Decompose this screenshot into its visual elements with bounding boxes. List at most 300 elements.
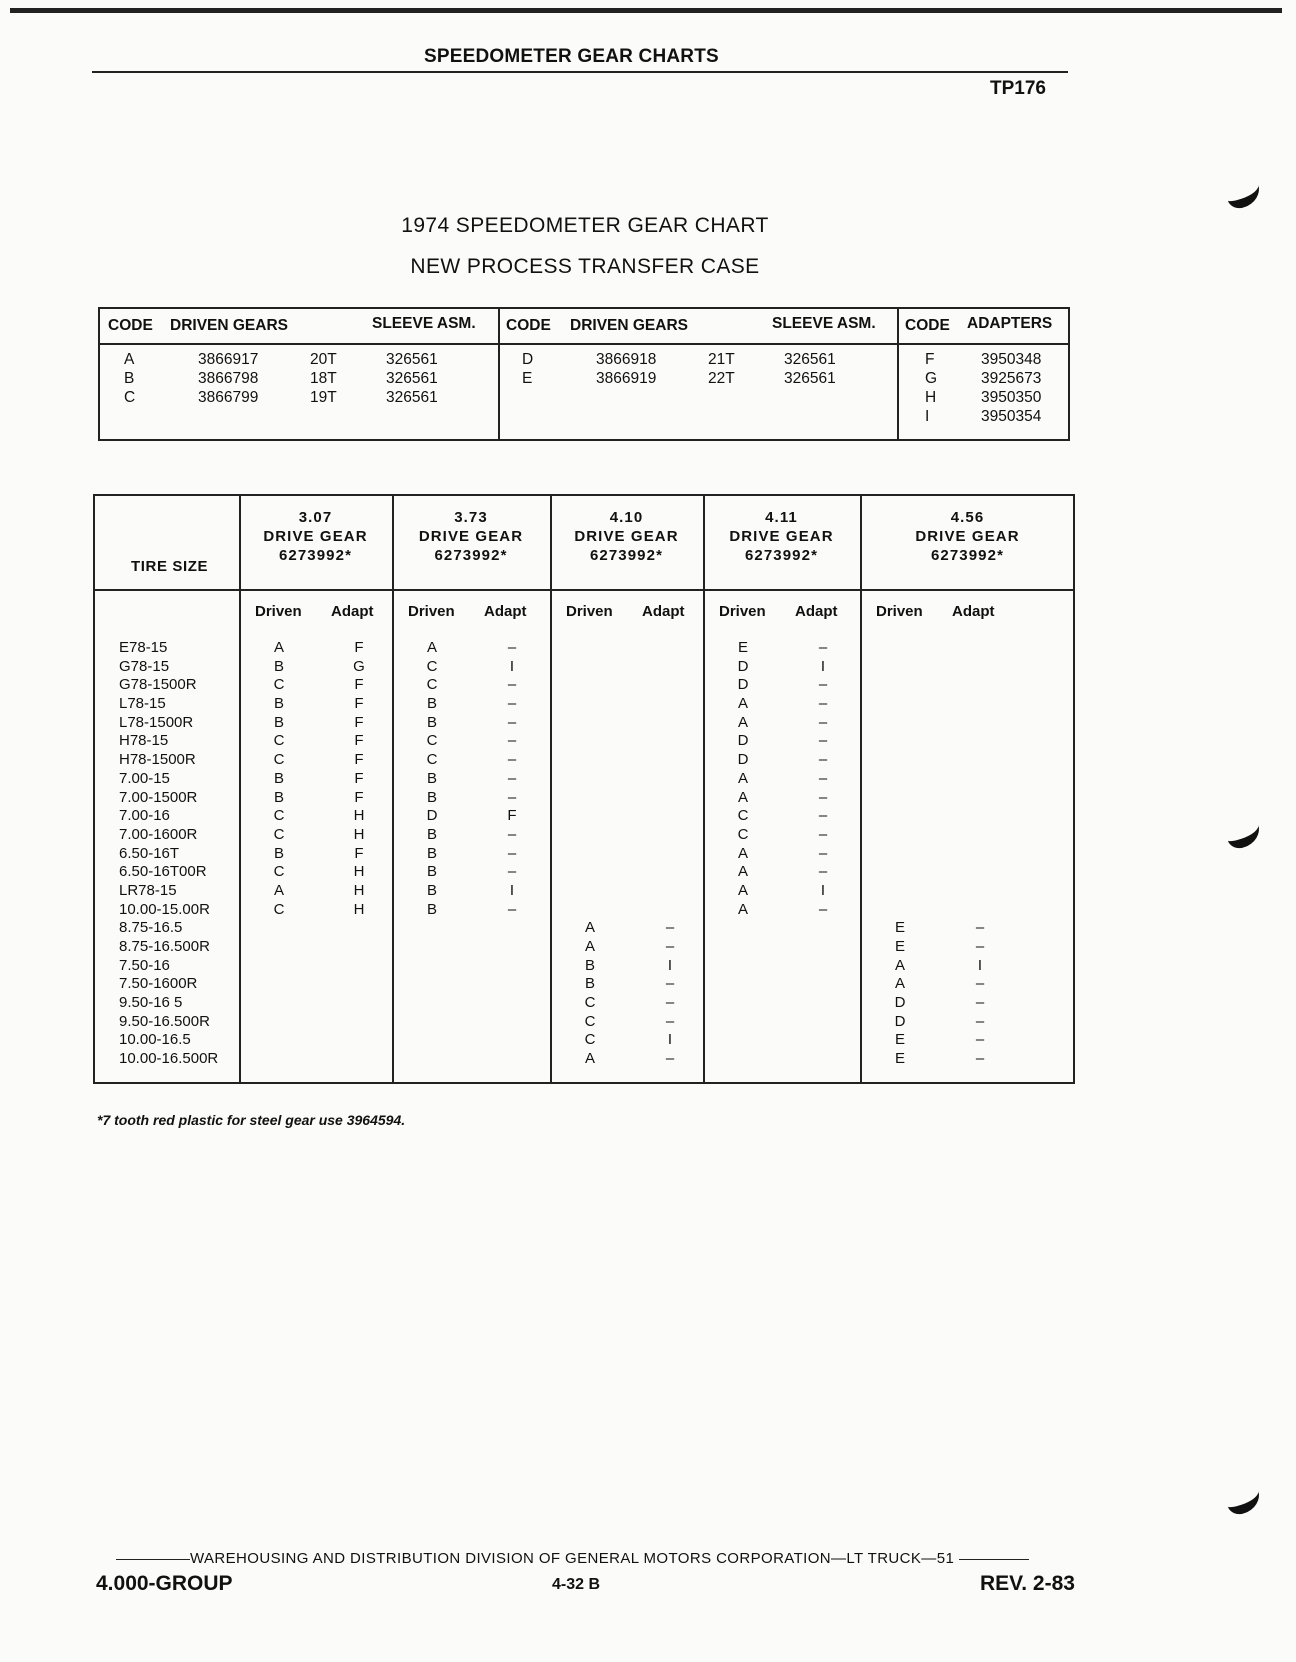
drive-gear-header xyxy=(703,508,860,565)
adapter-row xyxy=(897,389,1068,408)
adapt-column xyxy=(658,639,682,1069)
drive-gear-label: DRIVE GEAR xyxy=(574,528,679,545)
driven-cell: A xyxy=(737,900,748,918)
tire-size-item: LR78-15 xyxy=(119,881,177,899)
chart-subtitle: NEW PROCESS TRANSFER CASE xyxy=(410,255,760,278)
driven-cell: C xyxy=(584,1012,596,1030)
top-border xyxy=(10,8,1282,13)
footnote: *7 tooth red plastic for steel gear use 3964594. xyxy=(97,1112,406,1128)
gear-code: C xyxy=(124,389,136,406)
column-divider xyxy=(550,496,552,1082)
driven-cell: C xyxy=(273,732,285,750)
driven-cell xyxy=(578,732,602,751)
adapt-column xyxy=(968,639,992,1069)
adapt-subheader: Adapt xyxy=(952,603,995,620)
adapt-cell xyxy=(968,676,992,695)
driven-cell: D xyxy=(894,1012,906,1030)
driven-cell: D xyxy=(426,807,438,825)
driven-cell xyxy=(420,975,444,994)
driven-cell xyxy=(888,845,912,864)
adapt-cell xyxy=(658,770,682,789)
drive-gear-label: DRIVE GEAR xyxy=(418,528,524,545)
adapter-part-number: 3950350 xyxy=(981,389,1042,406)
tire-size-item: 10.00-15.00R xyxy=(119,900,210,918)
driven-cell xyxy=(731,938,755,957)
adapt-cell xyxy=(658,751,682,770)
driven-cell xyxy=(578,770,602,789)
adapt-cell: – xyxy=(818,844,828,862)
adapt-cell: I xyxy=(820,657,826,675)
driven-cell: B xyxy=(273,695,284,713)
driven-column xyxy=(731,639,755,1069)
adapt-cell xyxy=(658,882,682,901)
gear-code: B xyxy=(124,370,135,387)
driven-cell: C xyxy=(426,751,438,769)
driven-cell xyxy=(420,1013,444,1032)
driven-cell: A xyxy=(894,975,905,993)
adapt-cell xyxy=(811,919,835,938)
driven-cell: A xyxy=(584,1050,595,1068)
binder-hole-mark xyxy=(1222,813,1263,851)
drive-gear-label: DRIVE GEAR xyxy=(915,528,1020,545)
driven-cell: D xyxy=(894,994,906,1012)
adapt-cell xyxy=(968,639,992,658)
adapt-cell: F xyxy=(354,751,364,769)
driven-cell: B xyxy=(426,844,437,862)
adapt-cell xyxy=(968,751,992,770)
adapt-cell: – xyxy=(818,788,828,806)
adapt-subheader: Adapt xyxy=(331,603,374,620)
driven-gears-section-2 xyxy=(498,309,899,439)
adapt-cell: – xyxy=(818,769,828,787)
tire-size-list xyxy=(119,639,218,1069)
adapt-cell xyxy=(811,938,835,957)
adapter-part-number: 3925673 xyxy=(981,370,1042,387)
adapt-cell: – xyxy=(975,1050,985,1068)
driven-cell xyxy=(888,826,912,845)
adapt-cell: – xyxy=(818,807,828,825)
driven-cell: D xyxy=(737,751,749,769)
adapter-code: G xyxy=(925,370,938,387)
drive-gear-part: 6273992* xyxy=(744,547,819,564)
gear-codes-table xyxy=(98,307,1070,441)
sleeve-header: SLEEVE ASM. xyxy=(372,315,476,332)
driven-cell: C xyxy=(584,1031,596,1049)
binder-hole-mark xyxy=(1222,173,1263,211)
adapter-row xyxy=(897,370,1068,389)
drive-gear-header xyxy=(860,508,1075,565)
adapter-code: I xyxy=(925,408,930,425)
binder-hole-mark xyxy=(1222,1479,1263,1517)
adapt-column xyxy=(811,639,835,1069)
driven-cell xyxy=(267,919,291,938)
sleeve-header: SLEEVE ASM. xyxy=(772,315,876,332)
driven-column xyxy=(420,639,444,1069)
adapt-cell xyxy=(811,975,835,994)
driven-cell: B xyxy=(584,975,595,993)
adapt-cell: I xyxy=(509,881,515,899)
driven-cell: C xyxy=(273,863,285,881)
adapt-cell: – xyxy=(507,788,517,806)
gear-code: D xyxy=(522,351,534,368)
adapt-cell: – xyxy=(975,938,985,955)
driven-cell: C xyxy=(273,900,285,918)
driven-cell: C xyxy=(273,825,285,843)
page-header-code: TP176 xyxy=(990,78,1046,99)
adapt-cell xyxy=(500,1013,524,1032)
adapt-cell: H xyxy=(353,881,365,899)
adapt-cell xyxy=(968,845,992,864)
driven-cell xyxy=(888,770,912,789)
sleeve-part-number: 326561 xyxy=(386,389,438,406)
driven-cell xyxy=(888,863,912,882)
adapt-cell xyxy=(347,938,371,957)
driven-cell xyxy=(578,807,602,826)
adapt-cell xyxy=(500,994,524,1013)
adapt-cell xyxy=(811,1050,835,1069)
driven-cell: D xyxy=(737,732,749,750)
driven-cell xyxy=(578,658,602,677)
adapt-cell: F xyxy=(354,639,364,656)
adapt-subheader: Adapt xyxy=(642,603,685,620)
driven-cell: E xyxy=(737,639,748,656)
driven-cell xyxy=(888,882,912,901)
driven-cell: B xyxy=(426,713,437,731)
adapt-cell xyxy=(968,695,992,714)
tire-size-item: H78-15 xyxy=(119,732,169,750)
driven-cell: C xyxy=(273,807,285,825)
driven-cell xyxy=(731,975,755,994)
adapter-code: H xyxy=(925,389,937,406)
adapt-cell: H xyxy=(353,900,365,918)
adapt-cell: F xyxy=(354,844,364,862)
driven-cell xyxy=(731,919,755,938)
header-rule xyxy=(92,71,1068,73)
adapt-cell: I xyxy=(667,1031,673,1049)
drive-gear-part: 6273992* xyxy=(434,547,508,564)
driven-cell: B xyxy=(426,863,437,881)
adapt-cell xyxy=(658,863,682,882)
adapt-cell xyxy=(347,1013,371,1032)
driven-cell: D xyxy=(737,676,749,694)
adapt-cell xyxy=(500,1050,524,1069)
driven-cell xyxy=(420,938,444,957)
driven-cell: B xyxy=(273,844,284,862)
driven-cell: A xyxy=(273,639,284,656)
driven-cell: A xyxy=(737,863,748,881)
sleeve-part-number: 326561 xyxy=(386,351,438,368)
driven-cell: C xyxy=(426,732,438,750)
adapt-cell xyxy=(968,658,992,677)
tire-size-item: 8.75-16.500R xyxy=(119,938,210,955)
driven-cell: A xyxy=(894,956,905,974)
driven-cell: B xyxy=(426,881,437,899)
tire-size-table xyxy=(93,494,1075,1084)
adapt-cell: – xyxy=(818,676,828,694)
adapt-cell xyxy=(500,938,524,957)
gear-ratio: 4.56 xyxy=(950,509,985,526)
driven-cell: A xyxy=(584,919,595,937)
adapt-cell xyxy=(968,901,992,920)
adapt-cell: – xyxy=(975,975,985,993)
adapt-cell xyxy=(658,676,682,695)
driven-cell: D xyxy=(737,657,749,675)
adapter-code: F xyxy=(925,351,935,368)
adapt-cell: F xyxy=(354,788,364,806)
gear-part-number: 3866798 xyxy=(198,370,259,387)
tire-size-item: L78-15 xyxy=(119,695,166,713)
driven-cell: B xyxy=(426,788,437,806)
adapt-cell xyxy=(811,957,835,976)
adapt-cell: – xyxy=(507,844,517,862)
code-header: CODE xyxy=(506,317,551,334)
adapt-cell: – xyxy=(507,732,517,750)
adapt-cell xyxy=(968,863,992,882)
adapt-cell xyxy=(658,845,682,864)
driven-gears-section-1 xyxy=(100,309,500,439)
code-row xyxy=(100,370,498,389)
driven-subheader: Driven xyxy=(566,603,613,620)
driven-cell: A xyxy=(426,639,437,656)
adapt-cell: – xyxy=(507,825,517,843)
adapt-cell xyxy=(968,826,992,845)
driven-cell xyxy=(267,994,291,1013)
driven-subheader: Driven xyxy=(876,603,923,620)
adapt-cell xyxy=(811,1013,835,1032)
gear-part-number: 3866918 xyxy=(596,351,657,368)
adapt-cell: – xyxy=(665,994,675,1012)
driven-cell xyxy=(578,751,602,770)
code-row xyxy=(498,351,897,370)
chart-title: 1974 SPEEDOMETER GEAR CHART xyxy=(401,214,769,237)
adapt-cell: H xyxy=(353,825,365,843)
sleeve-part-number: 326561 xyxy=(784,370,836,387)
footer-page-number: 4-32 B xyxy=(552,1576,601,1593)
gear-code: A xyxy=(124,351,135,368)
adapt-cell xyxy=(347,975,371,994)
adapt-cell: – xyxy=(665,1050,675,1068)
table-header xyxy=(100,309,498,345)
driven-cell: B xyxy=(273,657,284,675)
driven-column xyxy=(267,639,291,1069)
tire-size-item: 7.00-1600R xyxy=(119,825,198,843)
adapt-cell: F xyxy=(354,676,364,694)
adapt-cell: – xyxy=(975,1012,985,1030)
driven-cell: A xyxy=(737,695,748,713)
adapt-cell xyxy=(658,826,682,845)
driven-subheader: Driven xyxy=(719,603,766,620)
driven-cell: A xyxy=(737,713,748,731)
driven-cell xyxy=(888,789,912,808)
tire-size-item: 7.00-1500R xyxy=(119,788,198,806)
driven-cell: B xyxy=(273,713,284,731)
tire-size-item: 7.50-16 xyxy=(119,956,170,974)
driven-cell: C xyxy=(273,751,285,769)
adapt-cell xyxy=(811,1031,835,1050)
tire-size-item: 6.50-16T xyxy=(119,844,180,862)
driven-cell xyxy=(420,1031,444,1050)
driven-cell xyxy=(888,901,912,920)
adapt-cell xyxy=(347,994,371,1013)
adapter-part-number: 3950354 xyxy=(981,408,1042,425)
driven-cell xyxy=(420,1050,444,1069)
driven-cell: A xyxy=(273,881,284,899)
sleeve-part-number: 326561 xyxy=(386,370,438,387)
adapt-subheader: Adapt xyxy=(795,603,838,620)
drive-gear-header xyxy=(392,508,550,565)
adapt-cell: – xyxy=(507,751,517,769)
drive-gear-part: 6273992* xyxy=(930,547,1005,564)
adapt-cell xyxy=(347,1031,371,1050)
gear-teeth: 19T xyxy=(310,389,337,406)
adapt-cell xyxy=(968,732,992,751)
driven-cell: C xyxy=(426,676,438,694)
driven-cell xyxy=(578,714,602,733)
driven-cell: E xyxy=(894,1050,905,1068)
driven-cell: A xyxy=(737,844,748,862)
driven-cell: B xyxy=(273,788,284,806)
driven-cell xyxy=(731,994,755,1013)
adapt-cell xyxy=(347,919,371,938)
driven-cell xyxy=(888,695,912,714)
gear-teeth: 22T xyxy=(708,370,735,387)
tire-size-item: 6.50-16T00R xyxy=(119,863,207,881)
adapt-cell: F xyxy=(354,769,364,787)
driven-cell: E xyxy=(894,919,905,937)
driven-cell xyxy=(267,1050,291,1069)
gear-part-number: 3866799 xyxy=(198,389,259,406)
driven-cell: B xyxy=(426,695,437,713)
driven-cell xyxy=(578,901,602,920)
driven-column xyxy=(578,639,602,1069)
driven-cell: A xyxy=(584,938,595,955)
code-row xyxy=(100,351,498,370)
adapt-cell: – xyxy=(818,751,828,769)
code-row xyxy=(498,370,897,389)
adapt-cell: H xyxy=(353,863,365,881)
driven-cell: A xyxy=(737,769,748,787)
driven-cell xyxy=(420,994,444,1013)
tire-size-item: 10.00-16.5 xyxy=(119,1031,191,1049)
driven-cell: B xyxy=(584,956,595,974)
adapt-cell: – xyxy=(818,900,828,918)
tire-size-item: 9.50-16 5 xyxy=(119,994,183,1012)
adapt-cell: F xyxy=(354,732,364,750)
gear-ratio: 4.11 xyxy=(765,509,798,526)
page-header-title: SPEEDOMETER GEAR CHARTS xyxy=(424,46,719,67)
adapt-cell: – xyxy=(818,863,828,881)
driven-cell xyxy=(578,676,602,695)
drive-gear-part: 6273992* xyxy=(589,547,664,564)
drive-gear-header xyxy=(239,508,392,565)
adapter-row xyxy=(897,351,1068,370)
driven-cell xyxy=(267,975,291,994)
footer-org-text: WAREHOUSING AND DISTRIBUTION DIVISION OF GENERAL MOTORS CORPORATION—LT TRUCK—51 xyxy=(190,1550,955,1567)
driven-cell: E xyxy=(894,1031,905,1049)
adapt-cell: – xyxy=(665,975,675,993)
adapt-cell: – xyxy=(665,938,675,955)
driven-subheader: Driven xyxy=(255,603,302,620)
adapt-cell: – xyxy=(665,1012,675,1030)
adapt-cell: – xyxy=(818,695,828,713)
adapters-header: ADAPTERS xyxy=(967,315,1053,332)
tire-size-item: G78-1500R xyxy=(119,676,197,694)
column-divider xyxy=(239,496,241,1082)
driven-cell xyxy=(578,845,602,864)
adapt-cell: G xyxy=(353,657,365,675)
adapt-cell xyxy=(658,639,682,658)
adapt-cell: I xyxy=(667,956,673,974)
adapt-cell: – xyxy=(507,639,517,656)
driven-cell: C xyxy=(584,994,596,1012)
adapt-cell xyxy=(968,714,992,733)
driven-cell xyxy=(578,826,602,845)
tire-size-item: 9.50-16.500R xyxy=(119,1012,210,1030)
gear-teeth: 21T xyxy=(708,351,735,368)
driven-cell: E xyxy=(894,938,905,955)
adapters-section xyxy=(897,309,1068,439)
driven-cell xyxy=(888,676,912,695)
gear-teeth: 18T xyxy=(310,370,337,387)
driven-cell: B xyxy=(426,769,437,787)
column-divider xyxy=(860,496,862,1082)
adapt-cell: – xyxy=(818,732,828,750)
adapt-cell xyxy=(347,957,371,976)
adapt-cell xyxy=(500,919,524,938)
tire-size-item: G78-15 xyxy=(119,657,170,675)
adapt-cell: – xyxy=(975,919,985,937)
adapt-cell xyxy=(658,789,682,808)
adapter-row xyxy=(897,408,1068,427)
driven-cell xyxy=(888,732,912,751)
driven-cell: C xyxy=(426,657,438,675)
adapt-cell: – xyxy=(975,1031,985,1049)
adapt-cell: F xyxy=(354,695,364,713)
adapt-cell: – xyxy=(507,695,517,713)
adapt-cell: – xyxy=(975,994,985,1012)
driven-cell xyxy=(578,863,602,882)
adapt-subheader: Adapt xyxy=(484,603,527,620)
adapt-cell: – xyxy=(507,676,517,694)
adapt-cell: – xyxy=(665,919,675,937)
adapt-cell xyxy=(658,732,682,751)
tire-size-item: 8.75-16.5 xyxy=(119,919,183,937)
footer-line xyxy=(116,1550,1029,1567)
driven-cell xyxy=(731,957,755,976)
adapt-column xyxy=(347,639,371,1069)
adapt-cell xyxy=(347,1050,371,1069)
tire-size-item: 7.00-16 xyxy=(119,807,170,825)
column-divider xyxy=(703,496,705,1082)
driven-cell: C xyxy=(737,807,749,825)
driven-cell xyxy=(420,957,444,976)
drive-gear-part: 6273992* xyxy=(278,547,353,564)
adapt-cell xyxy=(500,1031,524,1050)
driven-cell: A xyxy=(737,788,748,806)
code-row xyxy=(100,389,498,408)
driven-cell: B xyxy=(273,769,284,787)
tire-size-header: TIRE SIZE xyxy=(131,558,209,575)
driven-cell: C xyxy=(737,825,749,843)
column-divider xyxy=(392,496,394,1082)
driven-cell xyxy=(267,1031,291,1050)
adapt-cell xyxy=(968,882,992,901)
adapt-cell xyxy=(811,994,835,1013)
driven-cell xyxy=(731,1013,755,1032)
driven-cell xyxy=(731,1031,755,1050)
driven-cell xyxy=(731,1050,755,1069)
adapt-cell: – xyxy=(507,863,517,881)
